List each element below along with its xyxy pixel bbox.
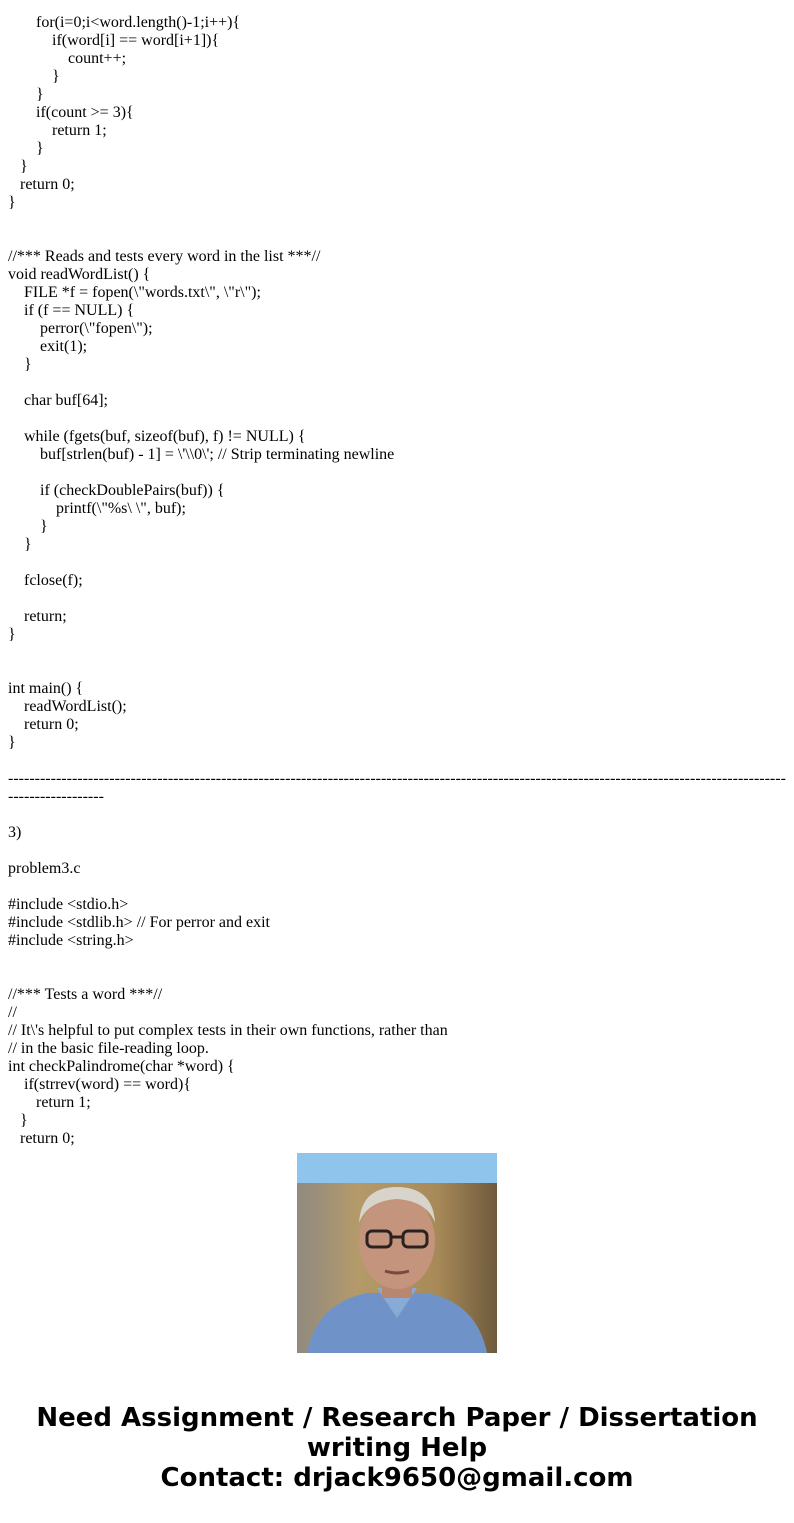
code-line [8,590,786,608]
code-line: #include <stdlib.h> // For perror and exit [8,914,270,931]
code-line: //*** Reads and tests every word in the list ***// [8,248,321,265]
promo-banner [0,1403,794,1493]
code-line: } [8,536,32,553]
code-line: // [8,1004,17,1021]
promo-contact: Contact: drjack9650@gmail.com [160,1463,634,1493]
code-line: // It\'s helpful to put complex tests in their own functions, rather than [8,1022,448,1039]
code-line: } [8,140,44,157]
code-line: } [8,86,44,103]
code-line: } [8,626,16,643]
promo-line-2: writing Help [306,1433,488,1463]
code-line [8,644,786,662]
code-line: printf(\"%s\ \", buf); [8,500,186,517]
code-line: return 0; [8,716,79,733]
code-line [8,212,786,230]
code-line [8,230,786,248]
code-line: while (fgets(buf, sizeof(buf), f) != NULL) { [8,428,306,445]
code-line: } [8,356,32,373]
code-line: readWordList(); [8,698,127,715]
code-line: #include <stdio.h> [8,896,129,913]
code-line: int main() { [8,680,84,697]
code-line: for(i=0;i<word.length()-1;i++){ [8,14,241,31]
code-line [8,554,786,572]
code-line: if (f == NULL) { [8,302,135,319]
code-line: char buf[64]; [8,392,108,409]
code-line [8,374,786,392]
code-line: //*** Tests a word ***// [8,986,163,1003]
code-line: -------------------------------------------------------------------------------------------------------------------------------------------------------------------- [8,770,786,805]
code-line [8,410,786,428]
code-line [8,950,786,968]
code-line: exit(1); [8,338,88,355]
code-line: return; [8,608,67,625]
code-line: fclose(f); [8,572,83,589]
code-line [8,662,786,680]
code-line: return 0; [8,176,75,193]
code-line: if(word[i] == word[i+1]){ [8,32,220,49]
code-line: int checkPalindrome(char *word) { [8,1058,235,1075]
code-line: problem3.c [8,860,81,877]
code-line: count++; [8,50,127,67]
code-line: } [8,734,16,751]
code-line: FILE *f = fopen(\"words.txt\", \"r\"); [8,284,261,301]
code-line: } [8,194,16,211]
code-line [8,806,786,824]
code-line: 3) [8,824,22,841]
code-line [8,878,786,896]
code-line: } [8,518,48,535]
code-line: } [8,68,60,85]
code-line: void readWordList() { [8,266,151,283]
code-line: return 1; [8,1094,91,1111]
code-line: // in the basic file-reading loop. [8,1040,209,1057]
code-line: perror(\"fopen\"); [8,320,153,337]
code-line [8,842,786,860]
author-photo [297,1153,497,1353]
code-line: #include <string.h> [8,932,134,949]
person-portrait-image [297,1153,497,1353]
code-line [8,968,786,986]
code-line: if (checkDoublePairs(buf)) { [8,482,225,499]
code-line [8,464,786,482]
code-line: } [8,158,28,175]
code-line [8,752,786,770]
code-line: } [8,1112,28,1129]
code-line: buf[strlen(buf) - 1] = \'\\0\'; // Strip terminating newline [8,446,395,463]
code-line: if(strrev(word) == word){ [8,1076,192,1093]
code-line: return 0; [8,1130,75,1147]
code-listing [8,14,786,1147]
promo-line-1: Need Assignment / Research Paper / Dissertation [36,1403,758,1433]
code-line: if(count >= 3){ [8,104,134,121]
code-line: return 1; [8,122,107,139]
